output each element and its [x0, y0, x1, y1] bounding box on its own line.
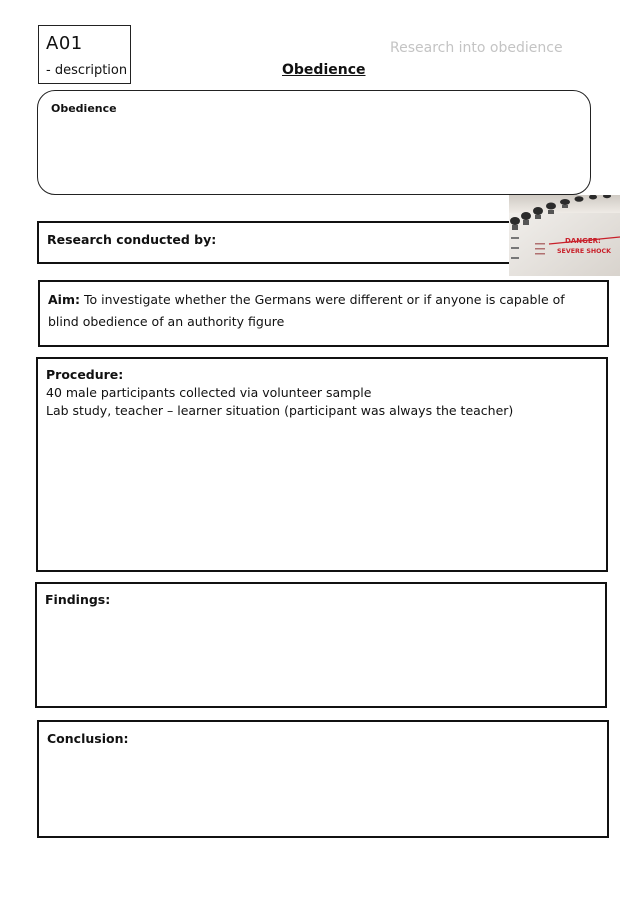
procedure-content [46, 366, 598, 420]
danger-severe-shock-photo [509, 195, 620, 276]
researcher-label: Research conducted by: [47, 232, 217, 247]
worksheet-subtitle: Research into obedience [390, 40, 563, 56]
procedure-label: Procedure: [46, 367, 124, 382]
conclusion-box[interactable] [37, 720, 609, 838]
topic-code-box [38, 25, 131, 84]
findings-box[interactable] [35, 582, 607, 708]
topic-code: A01 [46, 33, 83, 54]
definition-label: Obedience [51, 102, 117, 115]
aim-label: Aim: [48, 292, 80, 307]
danger-severe-shock-panel-icon [509, 195, 620, 276]
aim-text: To investigate whether the Germans were different or if anyone is capable of blind obedience of an authority figure [48, 292, 565, 329]
findings-label: Findings: [45, 592, 111, 607]
definition-box[interactable] [37, 90, 591, 195]
aim-box[interactable] [38, 280, 609, 347]
researcher-box[interactable] [37, 221, 513, 264]
page-title: Obedience [282, 62, 366, 78]
procedure-line: 40 male participants collected via volunteer sample [46, 385, 372, 400]
aim-text-block [48, 289, 587, 333]
danger-sign-line1: DANGER: [565, 237, 601, 245]
procedure-line: Lab study, teacher – learner situation (participant was always the teacher) [46, 403, 514, 418]
conclusion-label: Conclusion: [47, 731, 129, 746]
topic-description: - description [46, 63, 128, 78]
danger-sign-line2: SEVERE SHOCK [557, 248, 612, 255]
procedure-box[interactable] [36, 357, 608, 572]
